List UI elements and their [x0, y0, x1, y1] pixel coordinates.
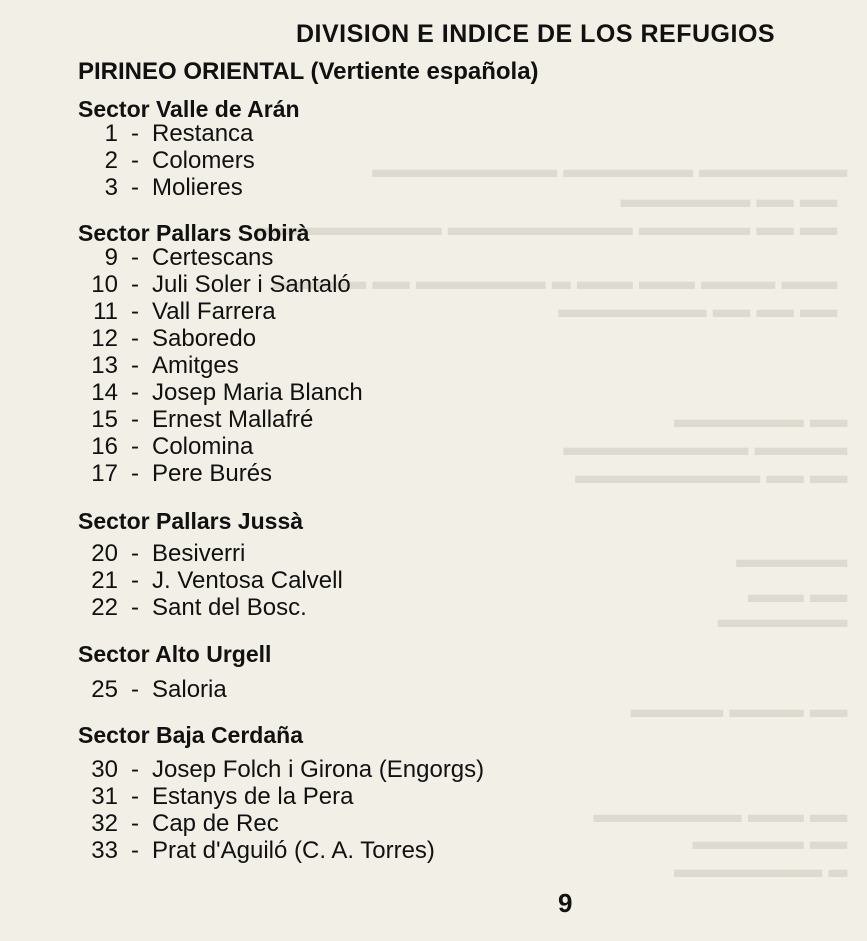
- entry-name: Saboredo: [152, 325, 257, 352]
- entry-number: 33: [91, 837, 118, 864]
- entry-name: J. Ventosa Calvell: [152, 567, 343, 594]
- sector-heading: Sector Valle de Arán: [78, 96, 300, 122]
- list-item: 2 - Colomers: [90, 147, 255, 174]
- entry-name: Certescans: [152, 244, 274, 271]
- entry-name: Prat d'Aguiló (C. A. Torres): [152, 837, 435, 864]
- entry-number: 1: [104, 120, 118, 147]
- entry-name: Pere Burés: [152, 460, 273, 487]
- entry-name: Amitges: [152, 352, 239, 379]
- entry-number: 17: [91, 460, 118, 487]
- sector-entry-list: [90, 540, 343, 621]
- list-item: 21 - J. Ventosa Calvell: [91, 567, 343, 594]
- sector-entry-list: [90, 244, 363, 487]
- entry-number: 30: [91, 756, 118, 783]
- list-item: 31 - Estanys de la Pera: [91, 783, 354, 810]
- entry-name: Sant del Bosc.: [152, 594, 307, 621]
- entry-number: 22: [91, 594, 118, 621]
- entry-number: 25: [91, 676, 118, 703]
- region-heading: PIRINEO ORIENTAL (Vertiente española): [78, 58, 539, 85]
- list-item: 14 - Josep Maria Blanch: [91, 379, 363, 406]
- sector-heading: Sector Baja Cerdaña: [78, 722, 303, 748]
- entry-name: Colomina: [152, 433, 254, 460]
- entry-number: 12: [91, 325, 118, 352]
- sector-entry-list: [90, 120, 255, 201]
- entry-number: 9: [104, 244, 118, 271]
- sector-heading: Sector Pallars Sobirà: [78, 220, 310, 246]
- entry-number: 16: [91, 433, 118, 460]
- list-item: 15 - Ernest Mallafré: [91, 406, 314, 433]
- list-item: 32 - Cap de Rec: [91, 810, 279, 837]
- entry-name: Saloria: [152, 676, 227, 703]
- list-item: 13 - Amitges: [91, 352, 239, 379]
- entry-name: Ernest Mallafré: [152, 406, 314, 433]
- list-item: 10 - Juli Soler i Santaló: [91, 271, 351, 298]
- list-item: 25 - Saloria: [91, 676, 227, 703]
- list-item: 12 - Saboredo: [91, 325, 257, 352]
- list-item: 16 - Colomina: [91, 433, 254, 460]
- entry-number: 15: [91, 406, 118, 433]
- entry-name: Estanys de la Pera: [152, 783, 354, 810]
- page-number: 9: [558, 888, 573, 918]
- entry-name: Vall Farrera: [152, 298, 276, 325]
- list-item: 3 - Molieres: [90, 174, 255, 201]
- entry-number: 11: [93, 298, 118, 325]
- entry-number: 31: [91, 783, 118, 810]
- entry-number: 32: [91, 810, 118, 837]
- entry-name: Josep Maria Blanch: [152, 379, 363, 406]
- entry-number: 20: [91, 540, 118, 567]
- entry-name: Josep Folch i Girona (Engorgs): [152, 756, 485, 783]
- sector-heading: Sector Pallars Jussà: [78, 508, 304, 534]
- entry-name: Molieres: [152, 174, 243, 201]
- entry-number: 3: [104, 174, 118, 201]
- sector-entry-list: [90, 676, 227, 703]
- page-title: DIVISION E INDICE DE LOS REFUGIOS: [296, 20, 776, 48]
- list-item: 9 - Certescans: [90, 244, 363, 271]
- list-item: 17 - Pere Burés: [91, 460, 273, 487]
- entry-name: Colomers: [152, 147, 255, 174]
- entry-number: 13: [91, 352, 118, 379]
- show-through-bleed: ▂▂▂▂▂▂▂▂ ▂▂▂▂▂▂▂ ▂▂▂▂▂▂▂▂▂▂ ▂▂ ▂▂ ▂▂▂▂▂▂▂ ▂▂ ▂▂ ▂▂▂▂▂▂ ▂▂▂▂▂▂▂▂▂▂ ▂▂▂▂▂▂▂▂▂▂ ▂▂▂ ▂▂▂▂ ▂▂▂ ▂▂▂ ▂ ▂▂▂▂▂▂▂ ▂▂ ▂▂▂▂▂ ▂▂ ▂▂ ▂▂ ▂▂▂▂▂▂▂▂ ▂▂ ▂▂▂▂▂▂▂ ▂▂▂▂▂ ▂▂▂▂▂▂▂▂▂▂ ▂▂ ▂▂ ▂▂▂▂▂▂▂▂▂▂ ▂▂▂▂▂▂ ▂▂ ▂▂▂ ▂▂▂▂▂▂▂ ▂▂ ▂▂▂▂ ▂▂▂▂▂ ▂▂ ▂▂▂ ▂▂▂▂▂▂▂▂ ▂▂ ▂▂▂▂▂▂ ▂ ▂▂▂▂▂▂▂▂: [256, 150, 847, 877]
- entry-number: 10: [91, 271, 118, 298]
- list-item: 1 - Restanca: [90, 120, 255, 147]
- entry-name: Besiverri: [152, 540, 246, 567]
- list-item: 33 - Prat d'Aguiló (C. A. Torres): [91, 837, 435, 864]
- entry-name: Juli Soler i Santaló: [152, 271, 351, 298]
- list-item: 22 - Sant del Bosc.: [91, 594, 307, 621]
- sector-heading: Sector Alto Urgell: [78, 641, 272, 667]
- entry-number: 2: [104, 147, 118, 174]
- entry-name: Cap de Rec: [152, 810, 279, 837]
- entry-name: Restanca: [152, 120, 254, 147]
- list-item: 20 - Besiverri: [91, 540, 246, 567]
- list-item: 30 - Josep Folch i Girona (Engorgs): [91, 756, 485, 783]
- entry-number: 14: [91, 379, 118, 406]
- list-item: 11 - Vall Farrera: [90, 298, 363, 325]
- sector-entry-list: [90, 756, 484, 864]
- entry-number: 21: [91, 567, 118, 594]
